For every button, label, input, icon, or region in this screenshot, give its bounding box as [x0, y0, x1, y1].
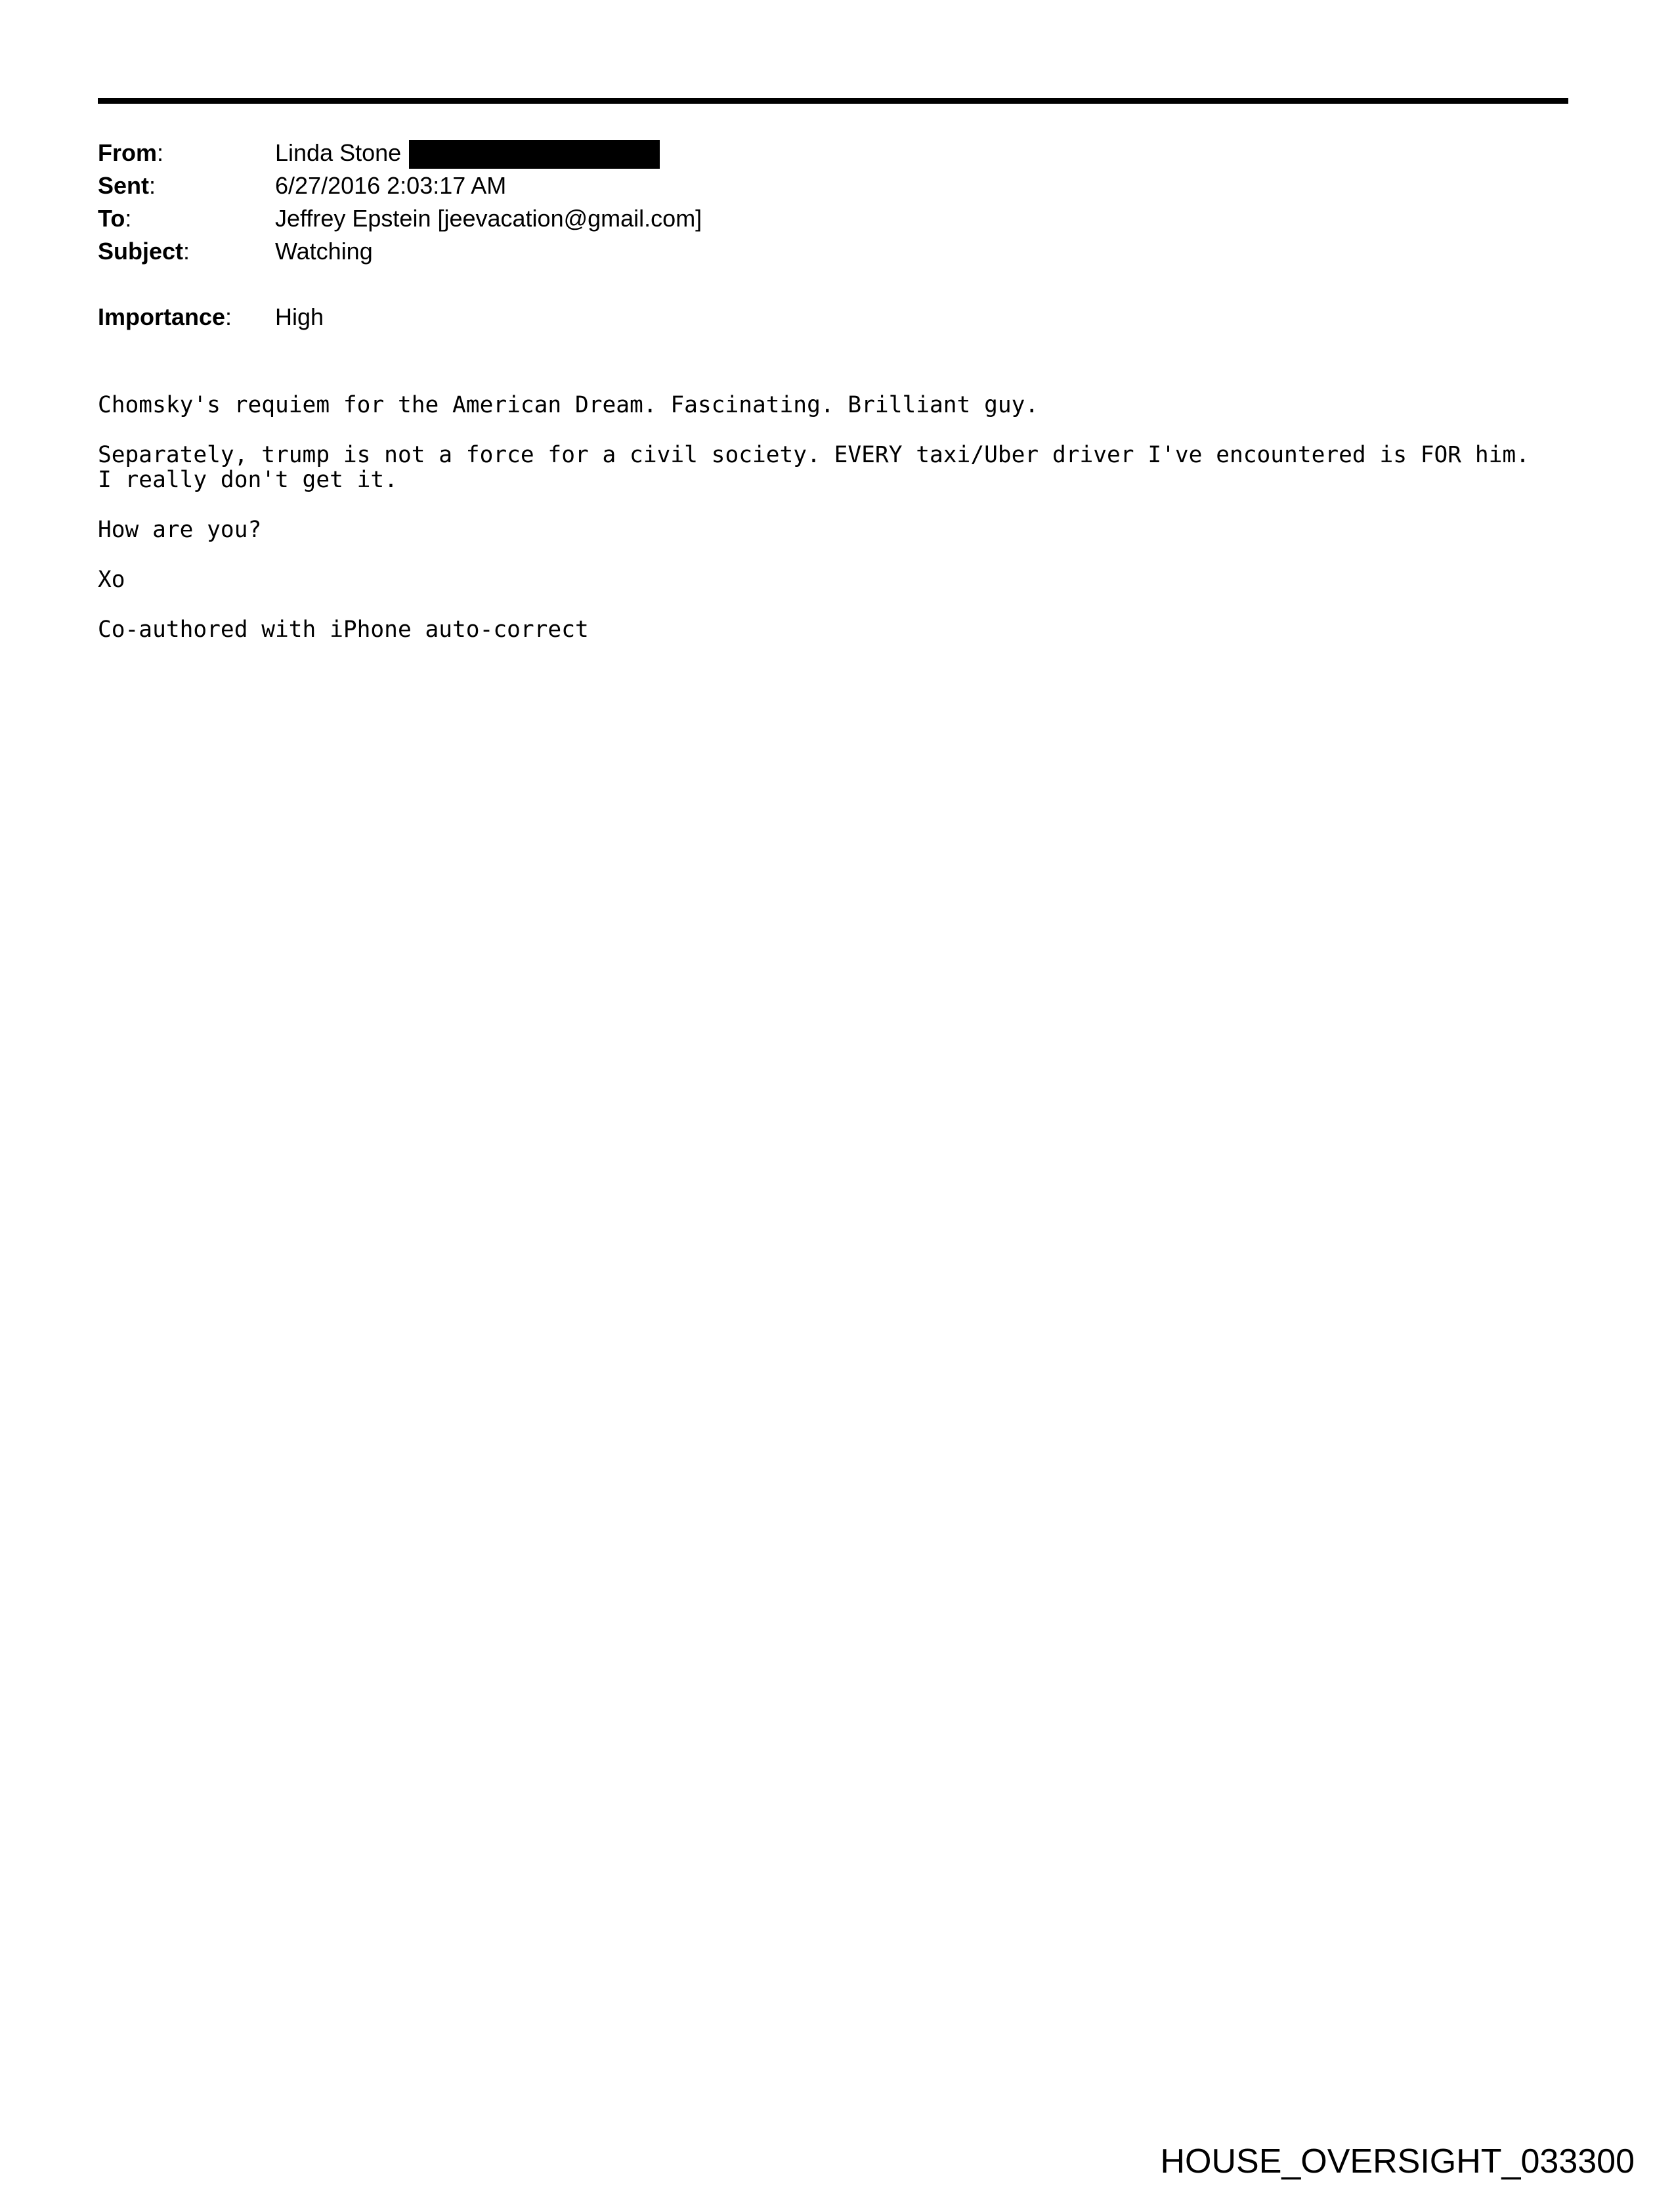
sent-label: Sent: [98, 172, 156, 199]
body-paragraph-1: Chomsky's requiem for the American Dream. Fascinating. Brilliant guy. [98, 392, 1039, 418]
sender-name: Linda Stone [275, 139, 402, 166]
body-paragraph-3: How are you? [98, 517, 262, 543]
body-paragraph-4: Xo [98, 567, 125, 593]
redaction-box [409, 140, 660, 169]
subject-value: Watching [275, 238, 373, 265]
sent-row [98, 169, 702, 202]
body-paragraph-2-line-2: I really don't get it. [98, 467, 398, 493]
body-paragraph-2-line-1: Separately, trump is not a force for a civil society. EVERY taxi/Uber driver I've encountered is FOR him. [98, 442, 1530, 468]
top-divider [98, 98, 1568, 104]
email-header [98, 137, 702, 334]
to-value: Jeffrey Epstein [jeevacation@gmail.com] [275, 205, 702, 232]
to-label: To: [98, 205, 132, 232]
subject-row [98, 235, 702, 268]
sent-value: 6/27/2016 2:03:17 AM [275, 172, 507, 199]
from-row [98, 137, 702, 169]
bates-number: HOUSE_OVERSIGHT_033300 [1160, 2142, 1635, 2180]
to-row [98, 202, 702, 235]
signature-line: Co-authored with iPhone auto-correct [98, 617, 589, 643]
from-value [275, 137, 660, 169]
importance-row [98, 301, 702, 334]
from-label: From: [98, 139, 164, 166]
importance-label: Importance: [98, 303, 232, 330]
subject-label: Subject: [98, 238, 190, 265]
email-body [98, 393, 1595, 667]
body-paragraph-2 [98, 443, 1595, 492]
importance-value: High [275, 303, 324, 330]
